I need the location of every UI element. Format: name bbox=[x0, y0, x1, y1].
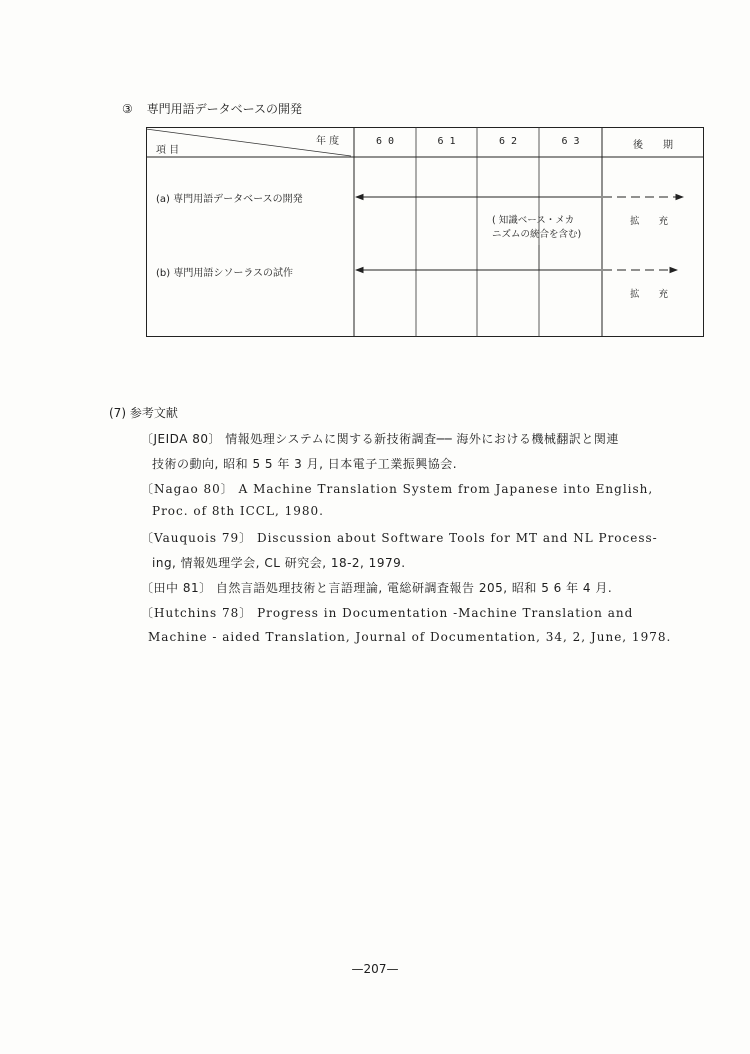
reference-line: 〔Hutchins 78〕 Progress in Documentation -Machine Translation and bbox=[141, 606, 634, 620]
schedule-table bbox=[146, 127, 704, 337]
reference-line: 技術の動向, 昭和 5 5 年 3 月, 日本電子工業振興協会. bbox=[152, 457, 458, 471]
references-heading: (7) 参考文献 bbox=[109, 406, 178, 420]
reference-line: Machine - aided Translation, Journal of Documentation, 34, 2, June, 1978. bbox=[148, 630, 672, 644]
reference-line: ing, 情報処理学会, CL 研究会, 18-2, 1979. bbox=[152, 556, 406, 570]
page-number: —207— bbox=[351, 962, 399, 976]
reference-line: 〔Vauquois 79〕 Discussion about Software Tools for MT and NL Process- bbox=[141, 531, 658, 545]
row-a-label: (a) 専門用語データベースの開発 bbox=[156, 194, 303, 205]
reference-line: 〔田中 81〕 自然言語処理技術と言語理論, 電総研調査報告 205, 昭和 5 6 年 4 月. bbox=[141, 581, 613, 595]
year-header-later: 後 期 bbox=[633, 140, 673, 151]
row-b-label: (b) 専門用語シソーラスの試作 bbox=[156, 268, 294, 279]
annotation-line-2: ニズムの統合を含む) bbox=[492, 229, 582, 240]
row-a-note: 拡 充 bbox=[630, 216, 669, 227]
section-number: ③ bbox=[122, 102, 133, 116]
section-title: 専門用語データベースの開発 bbox=[146, 102, 302, 116]
corner-year-label: 年 度 bbox=[316, 136, 340, 147]
section-heading bbox=[122, 100, 302, 117]
schedule-grid bbox=[146, 127, 704, 337]
year-header-62: 6 2 bbox=[498, 136, 518, 147]
reference-line: 〔Nagao 80〕 A Machine Translation System from Japanese into English, bbox=[141, 482, 654, 496]
corner-item-label: 項 目 bbox=[156, 145, 180, 156]
reference-line: Proc. of 8th ICCL, 1980. bbox=[152, 504, 324, 518]
year-header-63: 6 3 bbox=[561, 136, 580, 147]
row-b-note: 拡 充 bbox=[630, 289, 669, 300]
annotation-line-1: ( 知識ベース・メカ bbox=[492, 215, 575, 226]
reference-line: 〔JEIDA 80〕 情報処理システムに関する新技術調査── 海外における機械翻訳と関連 bbox=[141, 432, 619, 446]
year-header-60: 6 0 bbox=[375, 136, 395, 147]
year-header-61: 6 1 bbox=[437, 136, 456, 147]
